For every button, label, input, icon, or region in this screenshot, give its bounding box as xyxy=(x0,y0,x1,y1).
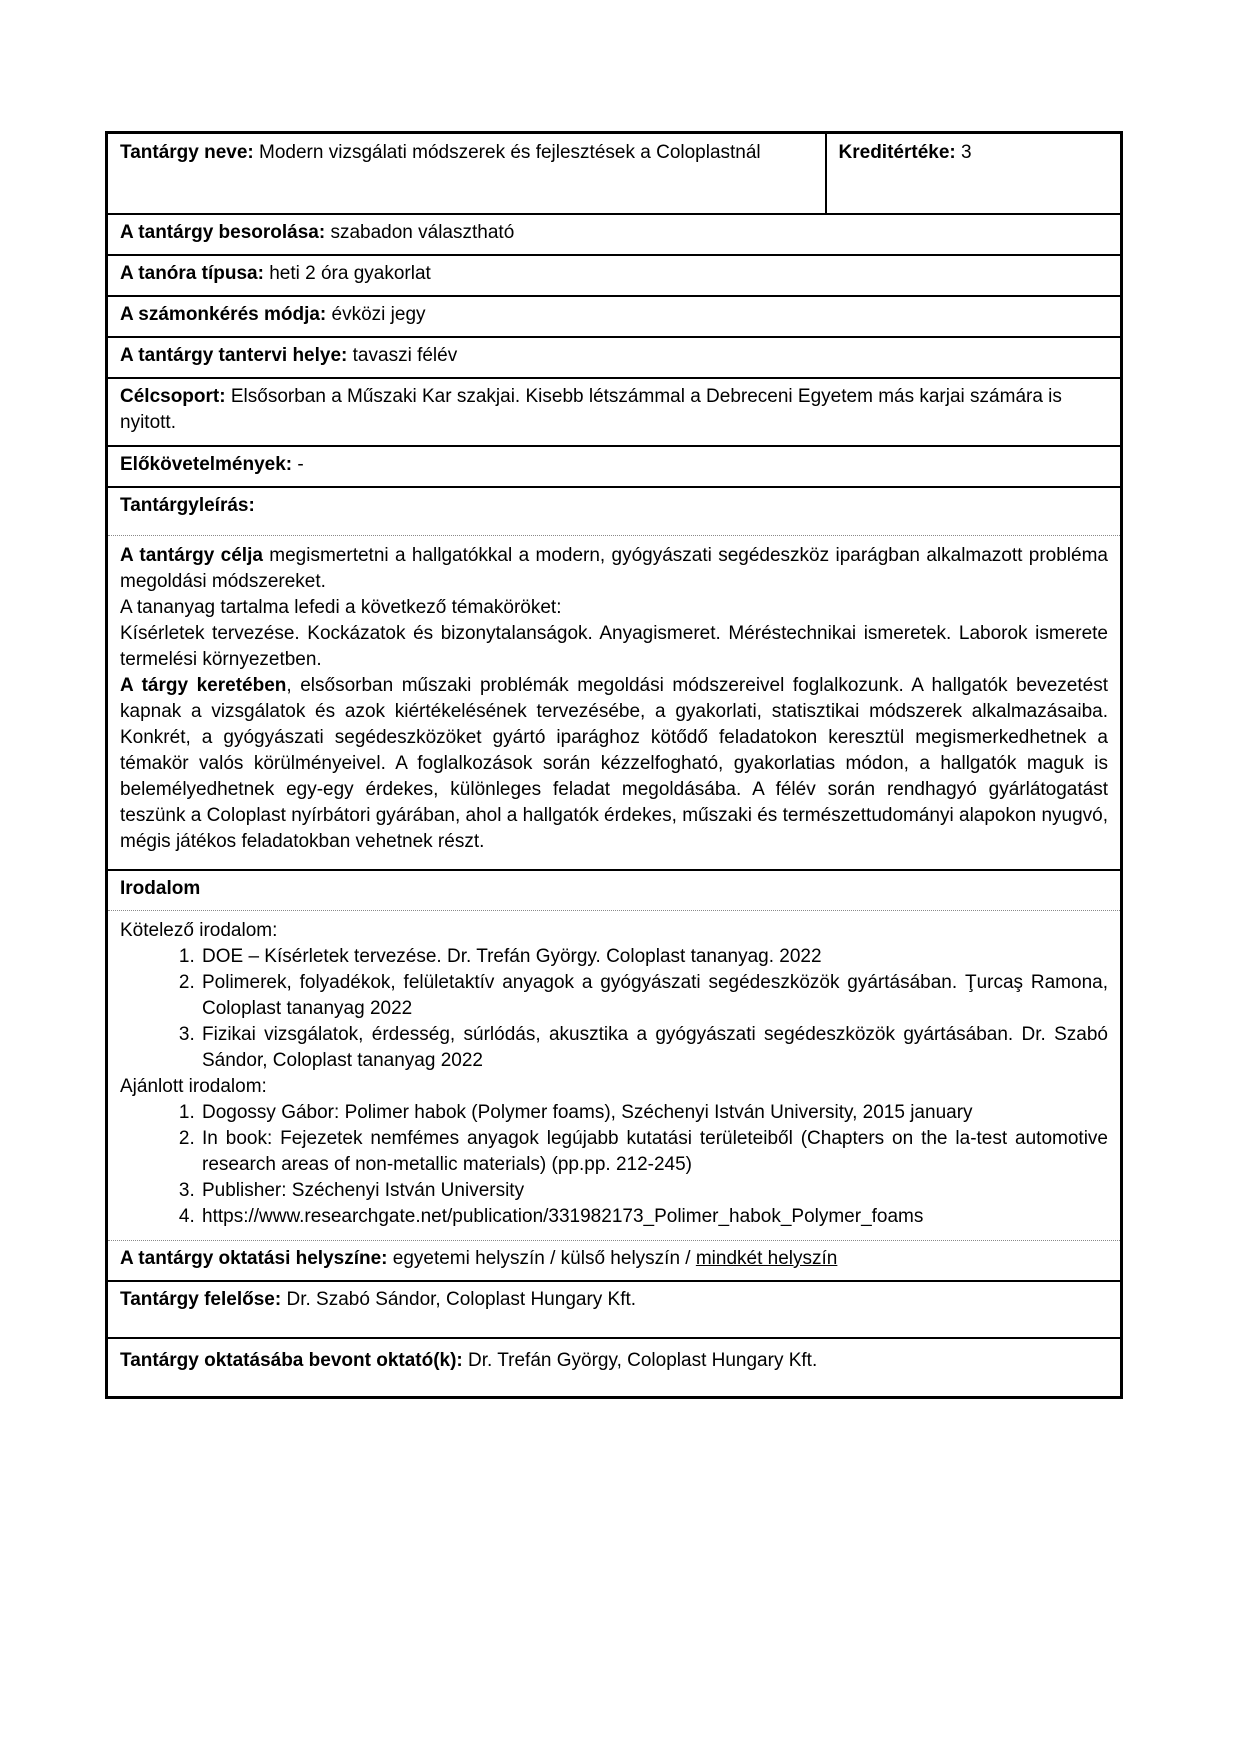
prerequisites-label: Előkövetelmények: xyxy=(120,454,293,475)
row-target-group xyxy=(108,377,1120,445)
course-name-label: Tantárgy neve: xyxy=(120,142,254,163)
row-course-name-credit xyxy=(108,134,1120,213)
row-prerequisites xyxy=(108,445,1120,486)
required-literature-item: 2. Polimerek, folyadékok, felületaktív anyagok a gyógyászati segédeszközök gyártásában. Ţurcaş Ramona, Coloplast tananyag 2022 xyxy=(200,970,1108,1022)
row-description-header xyxy=(108,486,1120,535)
classification-value: szabadon választható xyxy=(330,222,515,243)
description-paragraph-topics-intro: A tananyag tartalma lefedi a következő témaköröket: xyxy=(120,597,562,618)
curriculum-place-value: tavaszi félév xyxy=(352,345,458,366)
credit-cell xyxy=(827,134,1120,213)
location-selected-option: mindkét helyszín xyxy=(695,1248,838,1269)
classification-label: A tantárgy besorolása: xyxy=(120,222,326,243)
row-literature-body xyxy=(108,910,1120,1240)
responsible-value: Dr. Szabó Sándor, Coloplast Hungary Kft. xyxy=(286,1289,637,1310)
description-framework-bold: A tárgy keretében xyxy=(120,675,287,696)
recommended-literature-link[interactable]: 4. https://www.researchgate.net/publication/331982173_Polimer_habok_Polymer_foams xyxy=(200,1204,1108,1230)
row-curriculum-place xyxy=(108,336,1120,377)
literature-header-label: Irodalom xyxy=(120,878,201,899)
prerequisites-value: - xyxy=(297,454,304,475)
location-label: A tantárgy oktatási helyszíne: xyxy=(120,1248,388,1269)
recommended-literature-item: 3. Publisher: Széchenyi István University xyxy=(200,1178,1108,1204)
instructors-value: Dr. Trefán György, Coloplast Hungary Kft. xyxy=(468,1350,818,1371)
course-name-cell xyxy=(108,134,827,213)
location-value: egyetemi helyszín / külső helyszín / xyxy=(392,1248,696,1269)
row-responsible xyxy=(108,1280,1120,1337)
assessment-label: A számonkérés módja: xyxy=(120,304,327,325)
recommended-literature-title: Ajánlott irodalom: xyxy=(120,1076,267,1097)
description-header-label: Tantárgyleírás: xyxy=(120,495,255,516)
recommended-literature-list xyxy=(120,1100,1108,1230)
row-lesson-type xyxy=(108,254,1120,295)
required-literature-title: Kötelező irodalom: xyxy=(120,920,278,941)
row-classification xyxy=(108,213,1120,254)
recommended-literature-item: 2. In book: Fejezetek nemfémes anyagok legújabb kutatási területeiből (Chapters on the la-test automotive research areas of non-metallic materials) (pp.pp. 212-245) xyxy=(200,1126,1108,1178)
description-paragraph-framework xyxy=(120,673,1108,855)
description-goal-bold: A tantárgy célja xyxy=(120,545,263,566)
lesson-type-value: heti 2 óra gyakorlat xyxy=(269,263,431,284)
description-paragraph-topics: Kísérletek tervezése. Kockázatok és bizonytalanságok. Anyagismeret. Méréstechnikai ismeretek. Laborok ismerete termelési környezetben. xyxy=(120,623,1108,670)
target-group-label: Célcsoport: xyxy=(120,386,226,407)
row-assessment xyxy=(108,295,1120,336)
description-framework-rest: , elsősorban műszaki problémák megoldási módszereivel foglalkozunk. A hallgatók bevezetést kapnak a vizsgálatok és azok kiértékelésének tervezésébe, a gyakorlati, statisztikai módszerek alkalmazásaiba. Konkrét, a gyógyászati segédeszközöket gyártó iparághoz kötődő feladatokon keresztül megismerkedhetnek a témakör valós körülményeivel. A foglalkozások során kézzelfogható, gyakorlatias módon, a hallgatók maguk is belemélyedhetnek egy-egy érdekes, különleges feladat megoldásába. A félév során rendhagyó gyárlátogatást teszünk a Coloplast nyírbátori gyárában, ahol a hallgatók érdekes, műszaki és természettudományi alapokon nyugvó, mégis játékos feladatokban vehetnek részt. xyxy=(120,675,1108,852)
row-location xyxy=(108,1240,1120,1280)
instructors-label: Tantárgy oktatásába bevont oktató(k): xyxy=(120,1350,463,1371)
credit-label: Kreditértéke: xyxy=(838,142,956,163)
assessment-value: évközi jegy xyxy=(331,304,426,325)
course-name-value: Modern vizsgálati módszerek és fejlesztések a Coloplastnál xyxy=(259,142,761,163)
curriculum-place-label: A tantárgy tantervi helye: xyxy=(120,345,348,366)
row-instructors xyxy=(108,1337,1120,1396)
required-literature-list xyxy=(120,944,1108,1074)
target-group-value: Elsősorban a Műszaki Kar szakjai. Kisebb létszámmal a Debreceni Egyetem más karjai számára is nyitott. xyxy=(120,386,1062,433)
row-literature-header xyxy=(108,869,1120,910)
row-description-body xyxy=(108,535,1120,869)
lesson-type-label: A tanóra típusa: xyxy=(120,263,264,284)
responsible-label: Tantárgy felelőse: xyxy=(120,1289,282,1310)
required-literature-item: 3. Fizikai vizsgálatok, érdesség, súrlódás, akusztika a gyógyászati segédeszközök gyártásában. Dr. Szabó Sándor, Coloplast tananyag 2022 xyxy=(200,1022,1108,1074)
credit-value: 3 xyxy=(961,142,972,163)
required-literature-item: 1. DOE – Kísérletek tervezése. Dr. Trefán György. Coloplast tananyag. 2022 xyxy=(200,944,1108,970)
course-description-table xyxy=(105,131,1123,1399)
description-paragraph-goal xyxy=(120,543,1108,595)
description-goal-rest: megismertetni a hallgatókkal a modern, gyógyászati segédeszköz iparágban alkalmazott probléma megoldási módszereket. xyxy=(120,545,1108,592)
recommended-literature-item: 1. Dogossy Gábor: Polimer habok (Polymer foams), Széchenyi István University, 2015 january xyxy=(200,1100,1108,1126)
